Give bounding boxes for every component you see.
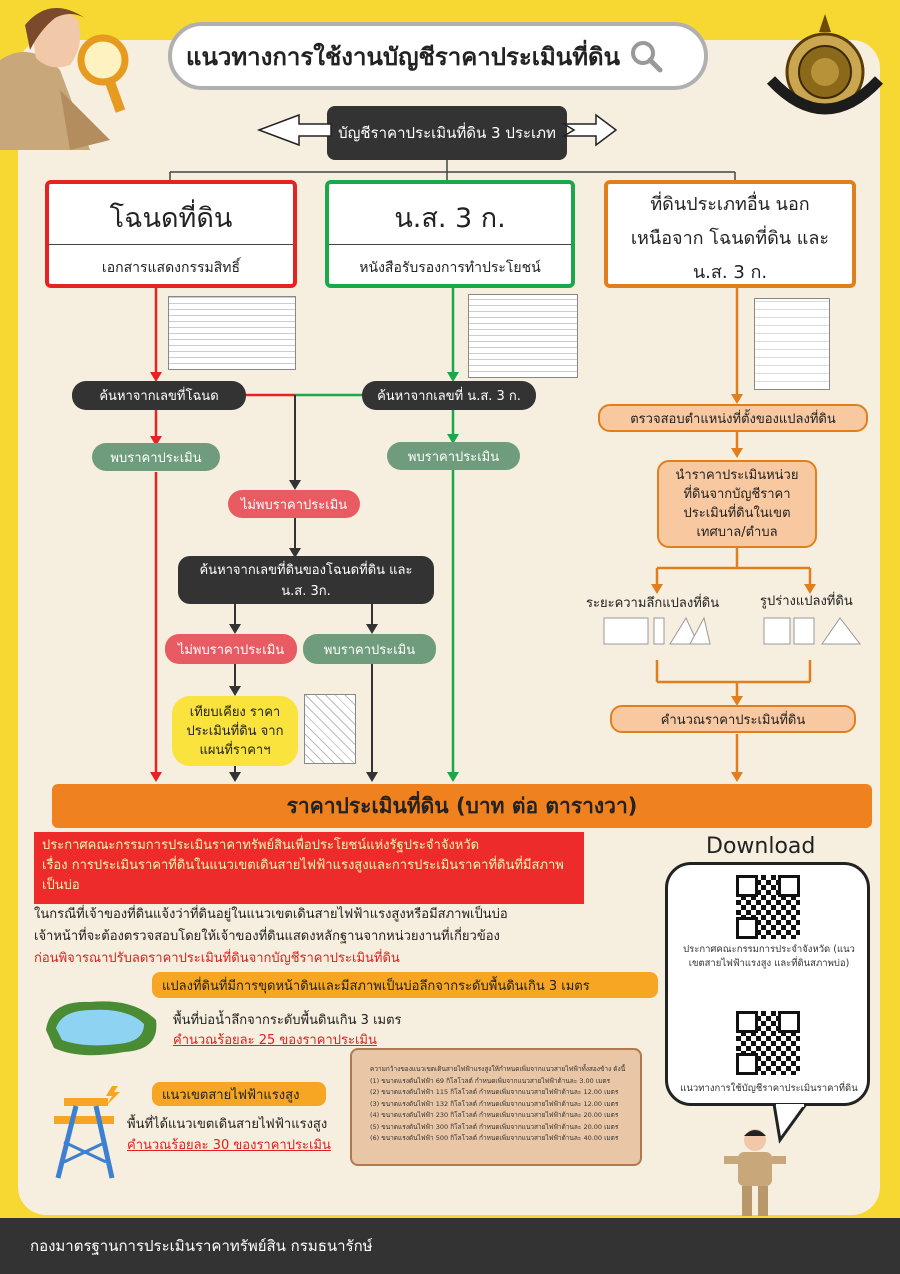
category-deed-subtitle: เอกสารแสดงกรรมสิทธิ์ — [101, 260, 241, 276]
ns3-price-table-thumbnail — [468, 294, 578, 378]
search-by-ns3-number: ค้นหาจากเลขที่ น.ส. 3 ก. — [362, 381, 536, 410]
category-deed-title: โฉนดที่ดิน — [49, 184, 293, 245]
announcement-banner — [34, 832, 584, 904]
download-label: Download — [706, 834, 816, 859]
page-title: แนวทางการใช้งานบัญชีราคาประเมินที่ดิน — [186, 42, 621, 71]
category-other: ที่ดินประเภทอื่น นอกเหนือจาก โฉนดที่ดิน และ น.ส. 3 ก. — [604, 180, 856, 288]
announcement-line2: เรื่อง การประเมินราคาที่ดินในแนวเขตเดินสายไฟฟ้าแรงสูงและการประเมินราคาที่ดินที่มีสภาพเป็นบ่อ — [42, 858, 564, 893]
found-price-landno: พบราคาประเมิน — [303, 634, 436, 664]
download-panel — [665, 862, 870, 1106]
power-description: พื้นที่ได้แนวเขตเดินสายไฟฟ้าแรงสูง — [127, 1117, 328, 1132]
qr1-caption: ประกาศคณะกรรมการประจำจังหวัด (แนวเขตสายไฟฟ้าแรงสูง และที่ดินสภาพบ่อ) — [683, 944, 855, 969]
use-unit-price: นำราคาประเมินหน่วยที่ดินจากบัญชีราคาประเมินที่ดินในเขตเทศบาล/ตำบล — [657, 460, 817, 548]
pond-description: พื้นที่บ่อน้ำลึกจากระดับพื้นดินเกิน 3 เมตร — [173, 1013, 402, 1028]
officer-illustration — [720, 1126, 790, 1218]
not-found-price-2: ไม่พบราคาประเมิน — [165, 634, 297, 664]
category-ns3-title: น.ส. 3 ก. — [329, 184, 571, 245]
footer: กองมาตรฐานการประเมินราคาทรัพย์สิน กรมธนารักษ์ — [0, 1218, 900, 1274]
category-ns3 — [325, 180, 575, 288]
found-price-ns3: พบราคาประเมิน — [387, 442, 520, 470]
scroll-line: (2) ขนาดแรงดันไฟฟ้า 115 กิโลโวลต์ กำหนดเพิ่มจากแนวสายไฟฟ้าด้านละ 12.00 เมตร — [370, 1088, 619, 1096]
scroll-line: (5) ขนาดแรงดันไฟฟ้า 300 กิโลโวลต์ กำหนดเพิ่มจากแนวสายไฟฟ้าด้านละ 20.00 เมตร — [370, 1122, 619, 1131]
guidance-line2: เจ้าหน้าที่จะต้องตรวจสอบโดยให้เจ้าของที่ดินแสดงหลักฐานจากหน่วยงานที่เกี่ยวข้อง — [34, 929, 500, 944]
result-banner: ราคาประเมินที่ดิน (บาท ต่อ ตารางวา) — [52, 784, 872, 828]
guidance-paragraph — [34, 904, 654, 970]
qr-code-announcement[interactable] — [736, 875, 800, 939]
not-found-price-1: ไม่พบราคาประเมิน — [228, 490, 360, 518]
announcement-line1: ประกาศคณะกรรมการประเมินราคาทรัพย์สินเพื่อประโยชน์แห่งรัฐประจำจังหวัด — [42, 838, 480, 853]
category-ns3-subtitle: หนังสือรับรองการทำประโยชน์ — [359, 260, 541, 276]
search-by-deed-number: ค้นหาจากเลขที่โฉนด — [72, 381, 246, 410]
land-diagrams — [600, 614, 870, 660]
guidance-line1: ในกรณีที่เจ้าของที่ดินแจ้งว่าที่ดินอยู่ในแนวเขตเดินสายไฟฟ้าแรงสูงหรือมีสภาพเป็นบ่อ — [34, 907, 508, 922]
depth-label: ระยะความลึกแปลงที่ดิน — [586, 596, 720, 611]
scroll-line: (6) ขนาดแรงดันไฟฟ้า 500 กิโลโวลต์ กำหนดเพิ่มจากแนวสายไฟฟ้าด้านละ 40.00 เมตร — [370, 1134, 619, 1142]
search-by-land-number: ค้นหาจากเลขที่ดินของโฉนดที่ดิน และ น.ส. 3ก. — [178, 556, 434, 604]
category-deed — [45, 180, 297, 288]
guidance-line3: ก่อนพิจารณาปรับลดราคาประเมินที่ดินจากบัญชีราคาประเมินที่ดิน — [34, 951, 400, 966]
other-land-form-thumbnail — [754, 298, 830, 390]
shape-label: รูปร่างแปลงที่ดิน — [760, 594, 853, 609]
check-land-location: ตรวจสอบตำแหน่งที่ตั้งของแปลงที่ดิน — [598, 404, 868, 432]
scroll-line: (4) ขนาดแรงดันไฟฟ้า 230 กิโลโวลต์ กำหนดเพิ่มจากแนวสายไฟฟ้าด้านละ 20.00 เมตร — [370, 1111, 619, 1119]
power-calculation: คำนวณร้อยละ 30 ของราคาประเมิน — [127, 1138, 331, 1153]
pond-calculation: คำนวณร้อยละ 25 ของราคาประเมิน — [173, 1033, 377, 1048]
calculate-price: คำนวณราคาประเมินที่ดิน — [610, 705, 856, 733]
qr-code-guide[interactable] — [736, 1011, 800, 1075]
price-map-thumbnail — [304, 694, 356, 764]
power-tower-icon — [40, 1082, 130, 1182]
scroll-line: ความกว้างของแนวเขตเดินสายไฟฟ้าแรงสูงให้กำหนดเพิ่มจากแนวสายไฟฟ้าทั้งสองข้าง ดังนี้ — [370, 1065, 626, 1073]
scroll-line: (1) ขนาดแรงดันไฟฟ้า 69 กิโลโวลต์ กำหนดเพิ่มจากแนวสายไฟฟ้าด้านละ 3.00 เมตร — [370, 1076, 611, 1085]
pond-icon — [40, 994, 162, 1060]
voltage-table-scroll — [350, 1048, 642, 1166]
deed-price-table-thumbnail — [168, 296, 296, 370]
power-section-bar: แนวเขตสายไฟฟ้าแรงสูง — [152, 1082, 326, 1106]
scroll-line: (3) ขนาดแรงดันไฟฟ้า 132 กิโลโวลต์ กำหนดเพิ่มจากแนวสายไฟฟ้าด้านละ 12.00 เมตร — [370, 1099, 619, 1108]
qr2-caption: แนวทางการใช้บัญชีราคาประเมินราคาที่ดิน — [680, 1083, 858, 1094]
header-box: บัญชีราคาประเมินที่ดิน 3 ประเภท — [327, 106, 567, 160]
pond-section-bar: แปลงที่ดินที่มีการขุดหน้าดินและมีสภาพเป็นบ่อลึกจากระดับพื้นดินเกิน 3 เมตร — [152, 972, 658, 998]
found-price-deed: พบราคาประเมิน — [92, 443, 220, 471]
compare-price-map: เทียบเคียง ราคาประเมินที่ดิน จากแผนที่ราคาฯ — [172, 696, 298, 766]
